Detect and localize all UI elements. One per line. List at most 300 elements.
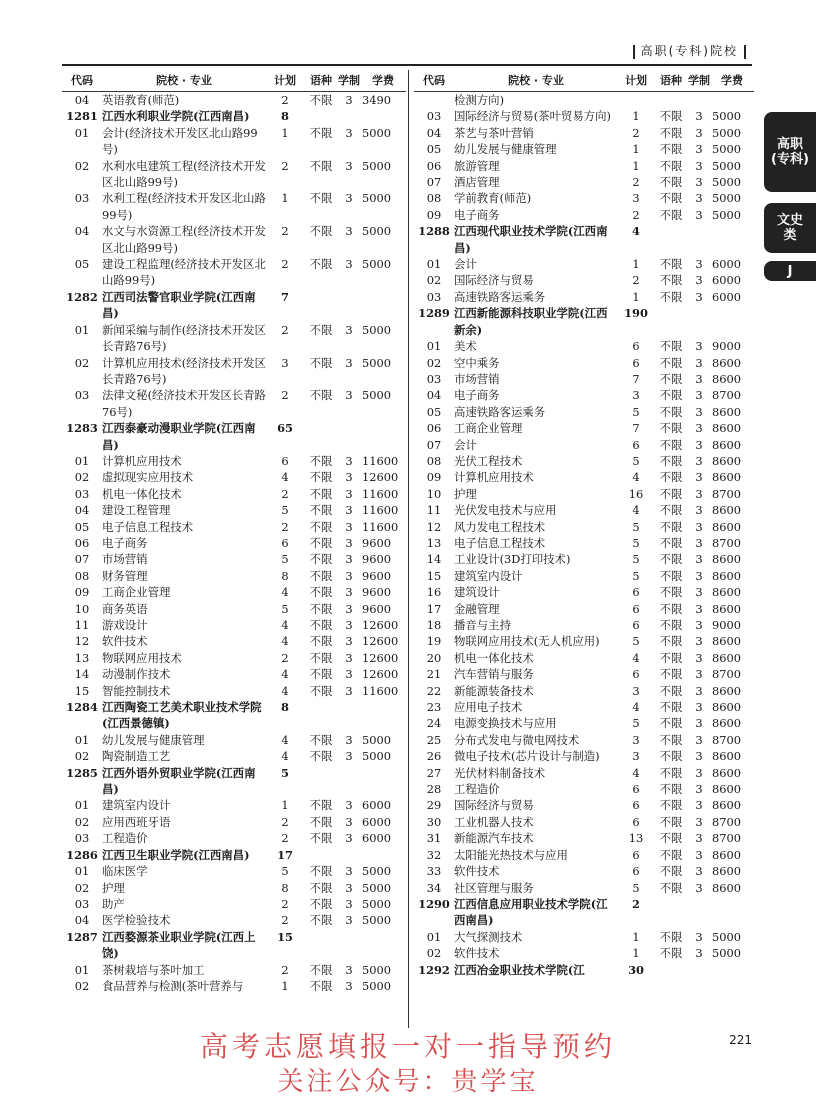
row-lang: 不限: [659, 421, 683, 436]
row-plan: 6: [632, 601, 640, 616]
school-name: 江西陶瓷工艺美术职业技术学院(江西景德镇): [102, 700, 262, 731]
major-row: [414, 535, 754, 551]
row-code: 08: [74, 568, 90, 583]
row-plan: 190: [624, 306, 648, 321]
row-plan: 1: [281, 125, 289, 140]
row-plan: 5: [632, 519, 640, 534]
row-lang: 不限: [659, 716, 683, 731]
row-code: 10: [74, 601, 90, 616]
row-plan: 2: [281, 896, 289, 911]
school-row: [414, 896, 754, 929]
row-fee: 9600: [362, 585, 391, 600]
row-fee: 5000: [712, 109, 741, 124]
row-fee: 12600: [362, 667, 399, 682]
row-lang: 不限: [659, 568, 683, 583]
row-plan: 3: [632, 749, 640, 764]
row-lang: 不限: [659, 470, 683, 485]
row-fee: [360, 289, 406, 322]
major-row: [414, 420, 754, 436]
row-years: 3: [345, 552, 353, 567]
row-plan: 2: [281, 814, 289, 829]
major-row: [414, 371, 754, 387]
row-plan: 6: [632, 782, 640, 797]
major-row: [62, 584, 406, 600]
row-code: 04: [426, 125, 442, 140]
row-fee: 8600: [712, 798, 741, 813]
major-row: [414, 601, 754, 617]
col-lang-header: 语种: [304, 70, 338, 92]
row-years: 3: [345, 470, 353, 485]
major-row: [62, 568, 406, 584]
major-row: [414, 92, 754, 109]
major-name: 茶树栽培与茶叶加工: [102, 962, 205, 977]
row-years: 3: [345, 519, 353, 534]
row-lang: 不限: [309, 650, 333, 665]
row-fee: 8600: [712, 519, 741, 534]
major-row: [414, 387, 754, 403]
major-row: [414, 256, 754, 272]
row-fee: 6000: [362, 798, 391, 813]
row-fee: 8600: [712, 421, 741, 436]
row-plan: 6: [281, 535, 289, 550]
row-fee: 5000: [362, 257, 391, 272]
row-fee: 8700: [712, 486, 741, 501]
row-lang: 不限: [309, 683, 333, 698]
row-lang: 不限: [309, 470, 333, 485]
row-fee: 5000: [712, 175, 741, 190]
row-code: 13: [74, 650, 90, 665]
row-fee: 8700: [712, 732, 741, 747]
row-lang: 不限: [659, 535, 683, 550]
row-plan: 6: [632, 798, 640, 813]
major-row: [62, 797, 406, 813]
major-name: 助产: [102, 896, 125, 911]
row-code: 02: [74, 749, 90, 764]
major-name: 高速铁路客运乘务: [454, 404, 546, 419]
row-years: 3: [345, 453, 353, 468]
row-fee: 5000: [362, 125, 391, 140]
major-row: [414, 699, 754, 715]
row-lang: 不限: [309, 125, 333, 140]
row-years: 3: [345, 388, 353, 403]
row-years: 3: [695, 716, 703, 731]
row-fee: 6000: [712, 257, 741, 272]
row-years: [338, 289, 360, 322]
row-lang: 不限: [309, 519, 333, 534]
row-lang: 不限: [659, 880, 683, 895]
row-fee: [710, 223, 754, 256]
row-fee: 8600: [712, 470, 741, 485]
row-fee: 8600: [712, 371, 741, 386]
row-fee: 5000: [362, 749, 391, 764]
major-name: 金融管理: [454, 601, 500, 616]
major-row: [62, 551, 406, 567]
row-fee: [710, 92, 754, 109]
row-lang: 不限: [659, 765, 683, 780]
major-row: [62, 683, 406, 699]
row-fee: 8600: [712, 568, 741, 583]
row-plan: 4: [281, 585, 289, 600]
major-name: 应用电子技术: [454, 700, 523, 715]
major-row: [62, 355, 406, 388]
row-years: 3: [695, 700, 703, 715]
row-fee: 6000: [712, 273, 741, 288]
row-plan: 2: [281, 224, 289, 239]
major-name: 美术: [454, 339, 477, 354]
row-lang: 不限: [659, 453, 683, 468]
left-table-header: [62, 70, 406, 92]
row-plan: 5: [632, 404, 640, 419]
row-code: 08: [426, 191, 442, 206]
col-code-header: 代码: [62, 70, 102, 92]
row-code: 14: [426, 552, 442, 567]
major-name: 市场营销: [102, 552, 148, 567]
major-name: 食品营养与检测(茶叶营养与: [102, 978, 244, 993]
row-code: 09: [426, 207, 442, 222]
major-name: 智能控制技术: [102, 683, 171, 698]
row-code: 17: [426, 601, 442, 616]
major-row: [62, 814, 406, 830]
row-years: [338, 929, 360, 962]
major-row: [414, 617, 754, 633]
row-code: 04: [74, 503, 90, 518]
row-years: 3: [695, 618, 703, 632]
row-lang: 不限: [659, 355, 683, 370]
row-code: 02: [426, 273, 442, 288]
major-name: 微电子技术(芯片设计与制造): [454, 749, 600, 764]
row-fee: 12600: [362, 618, 399, 632]
row-lang: 不限: [309, 864, 333, 879]
row-years: 3: [695, 749, 703, 764]
row-years: 3: [345, 732, 353, 747]
row-lang: 不限: [309, 191, 333, 206]
row-fee: 8600: [712, 634, 741, 649]
row-fee: [360, 929, 406, 962]
row-lang: 不限: [659, 585, 683, 600]
major-name: 幼儿发展与健康管理: [454, 142, 557, 157]
row-fee: [360, 847, 406, 863]
row-plan: 2: [281, 913, 289, 928]
major-row: [62, 387, 406, 420]
row-years: 3: [345, 503, 353, 518]
row-fee: 8600: [712, 700, 741, 715]
school-row: [62, 108, 406, 124]
row-code: 16: [426, 585, 442, 600]
major-row: [62, 617, 406, 633]
major-name: 光伏材料制备技术: [454, 765, 546, 780]
major-row: [62, 666, 406, 682]
row-plan: 1: [281, 798, 289, 813]
major-row: [62, 190, 406, 223]
major-name: 软件技术: [102, 634, 148, 649]
row-lang: [654, 896, 688, 929]
major-row: [414, 847, 754, 863]
row-lang: 不限: [659, 864, 683, 879]
row-code: 05: [74, 519, 90, 534]
row-plan: 2: [281, 322, 289, 337]
major-row: [62, 896, 406, 912]
major-row: [414, 814, 754, 830]
row-code: 14: [74, 667, 90, 682]
row-lang: 不限: [309, 749, 333, 764]
major-row: [414, 141, 754, 157]
major-name: 检测方向): [454, 93, 505, 107]
row-plan: 2: [281, 486, 289, 501]
major-row: [62, 650, 406, 666]
major-row: [62, 519, 406, 535]
major-row: [414, 469, 754, 485]
row-years: 3: [695, 191, 703, 206]
row-plan: 2: [281, 962, 289, 977]
major-name: 财务管理: [102, 568, 148, 583]
row-years: 3: [695, 109, 703, 124]
row-code: 29: [426, 798, 442, 813]
row-lang: 不限: [659, 404, 683, 419]
major-row: [414, 568, 754, 584]
left-column: [62, 70, 406, 994]
row-code: 03: [426, 109, 442, 124]
row-years: 3: [695, 421, 703, 436]
row-code: 05: [426, 404, 442, 419]
row-code: 01: [74, 864, 90, 879]
major-name: 护理: [102, 880, 125, 895]
row-lang: 不限: [659, 125, 683, 140]
row-lang: 不限: [659, 634, 683, 649]
row-plan: 5: [632, 880, 640, 895]
major-name: 新能源汽车技术: [454, 831, 534, 846]
row-code: 25: [426, 732, 442, 747]
right-table: [414, 70, 754, 978]
major-name: 会计: [454, 257, 477, 272]
row-years: 3: [345, 257, 353, 272]
major-row: [414, 272, 754, 288]
row-lang: 不限: [309, 503, 333, 518]
row-years: 3: [345, 864, 353, 879]
row-lang: 不限: [309, 880, 333, 895]
major-row: [414, 338, 754, 354]
row-lang: 不限: [659, 339, 683, 354]
major-name: 建设工程监理(经济技术开发区北山路99号): [102, 257, 266, 288]
row-plan: 5: [632, 453, 640, 468]
major-name: 电子商务: [102, 535, 148, 550]
major-row: [62, 830, 406, 846]
row-code: 02: [74, 814, 90, 829]
major-row: [414, 453, 754, 469]
row-lang: 不限: [309, 93, 333, 107]
row-plan: 8: [281, 880, 289, 895]
row-years: 3: [695, 782, 703, 797]
major-name: 国际经济与贸易: [454, 273, 534, 288]
row-fee: 5000: [712, 142, 741, 157]
row-plan: 2: [632, 896, 640, 911]
row-lang: 不限: [309, 962, 333, 977]
major-name: 国际经济与贸易(茶叶贸易方向): [454, 109, 611, 124]
row-fee: [360, 699, 406, 732]
row-fee: 8600: [712, 453, 741, 468]
row-years: 3: [695, 683, 703, 698]
row-years: 3: [695, 634, 703, 649]
row-fee: 8700: [712, 814, 741, 829]
row-fee: 6000: [362, 814, 391, 829]
row-lang: 不限: [659, 847, 683, 862]
row-plan: 13: [628, 831, 644, 846]
row-lang: 不限: [659, 158, 683, 173]
row-fee: 5000: [362, 732, 391, 747]
row-fee: 5000: [712, 125, 741, 140]
major-row: [62, 978, 406, 994]
row-fee: 8700: [712, 535, 741, 550]
major-name: 商务英语: [102, 601, 148, 616]
row-fee: 6000: [712, 289, 741, 304]
row-plan: 5: [632, 535, 640, 550]
row-lang: 不限: [309, 224, 333, 239]
major-name: 幼儿发展与健康管理: [102, 732, 205, 747]
col-lang-header: 语种: [654, 70, 688, 92]
row-plan: 5: [281, 601, 289, 616]
row-years: 3: [695, 470, 703, 485]
row-years: 3: [345, 749, 353, 764]
row-code: 03: [74, 191, 90, 206]
row-code: 27: [426, 765, 442, 780]
row-fee: 8600: [712, 503, 741, 518]
row-fee: 8600: [712, 765, 741, 780]
school-name: 江西外语外贸职业学院(江西南昌): [102, 765, 256, 797]
major-name: 计算机应用技术: [102, 453, 182, 468]
row-plan: [618, 92, 654, 109]
row-plan: 2: [281, 388, 289, 403]
col-school-header: 院校 · 专业: [102, 70, 266, 92]
row-plan: 1: [632, 929, 640, 944]
row-plan: 4: [281, 749, 289, 764]
row-lang: [654, 223, 688, 256]
row-lang: 不限: [309, 535, 333, 550]
row-plan: 7: [281, 289, 289, 304]
row-years: [338, 699, 360, 732]
row-code: 03: [426, 371, 442, 386]
row-code: 06: [426, 158, 442, 173]
major-name: 汽车营销与服务: [454, 667, 534, 682]
school-name: 江西卫生职业学院(江西南昌): [102, 847, 250, 862]
row-lang: 不限: [309, 978, 333, 993]
row-plan: 5: [632, 568, 640, 583]
row-plan: 5: [281, 552, 289, 567]
school-row: [62, 289, 406, 322]
school-row: [62, 699, 406, 732]
row-plan: 6: [632, 667, 640, 682]
row-years: 3: [345, 683, 353, 698]
major-name: 虚拟现实应用技术: [102, 470, 194, 485]
row-plan: 6: [632, 618, 640, 632]
row-years: 3: [345, 978, 353, 993]
row-years: 3: [695, 831, 703, 846]
col-plan-header: 计划: [618, 70, 654, 92]
row-lang: [304, 929, 338, 962]
row-fee: 9600: [362, 568, 391, 583]
major-row: [414, 715, 754, 731]
row-plan: 1: [281, 191, 289, 206]
header-bar-left: [633, 45, 635, 59]
row-fee: 5000: [362, 913, 391, 928]
row-lang: [304, 289, 338, 322]
row-lang: 不限: [659, 749, 683, 764]
row-code: 06: [74, 535, 90, 550]
row-fee: 8700: [712, 831, 741, 846]
major-name: 社区管理与服务: [454, 880, 534, 895]
row-plan: 3: [632, 732, 640, 747]
major-row: [414, 207, 754, 223]
row-plan: 3: [632, 191, 640, 206]
major-row: [62, 502, 406, 518]
row-years: 3: [695, 864, 703, 879]
row-years: 3: [345, 158, 353, 173]
row-lang: 不限: [309, 913, 333, 928]
row-lang: 不限: [659, 831, 683, 846]
row-code: 05: [74, 257, 90, 272]
row-code: 02: [426, 946, 442, 961]
major-name: 法律文秘(经济技术开发区长青路76号): [102, 388, 266, 419]
row-fee: [360, 108, 406, 124]
row-years: 3: [695, 847, 703, 862]
row-fee: 8600: [712, 552, 741, 567]
row-fee: 11600: [362, 503, 399, 518]
major-row: [414, 797, 754, 813]
row-fee: 8600: [712, 683, 741, 698]
row-code: 02: [74, 355, 90, 370]
major-name: 空中乘务: [454, 355, 500, 370]
major-name: 机电一体化技术: [454, 650, 534, 665]
row-years: 3: [695, 535, 703, 550]
major-name: 机电一体化技术: [102, 486, 182, 501]
major-name: 分布式发电与微电网技术: [454, 732, 580, 747]
major-name: 建筑室内设计: [102, 798, 171, 813]
row-code: 31: [426, 831, 442, 846]
row-fee: 8600: [712, 864, 741, 879]
row-lang: 不限: [309, 798, 333, 813]
row-plan: 2: [281, 158, 289, 173]
row-years: 3: [695, 585, 703, 600]
row-code: 06: [426, 421, 442, 436]
major-name: 电子信息工程技术: [102, 519, 194, 534]
row-plan: 2: [281, 650, 289, 665]
major-row: [62, 486, 406, 502]
row-lang: 不限: [309, 355, 333, 370]
row-lang: 不限: [309, 322, 333, 337]
row-lang: 不限: [659, 289, 683, 304]
row-years: [688, 92, 710, 109]
row-plan: 2: [632, 273, 640, 288]
major-row: [414, 125, 754, 141]
major-row: [414, 158, 754, 174]
row-fee: 9600: [362, 552, 391, 567]
col-fee-header: 学费: [360, 70, 406, 92]
major-name: 英语教育(师范): [102, 93, 180, 107]
row-plan: 1: [632, 257, 640, 272]
major-row: [414, 190, 754, 206]
row-fee: 12600: [362, 634, 399, 649]
major-row: [414, 355, 754, 371]
major-row: [414, 748, 754, 764]
row-plan: 3: [632, 683, 640, 698]
row-fee: 5000: [362, 355, 391, 370]
major-row: [62, 880, 406, 896]
row-lang: [304, 420, 338, 453]
major-name: 新闻采编与制作(经济技术开发区长青路76号): [102, 322, 266, 354]
row-plan: 7: [632, 371, 640, 386]
major-row: [414, 404, 754, 420]
row-years: [688, 962, 710, 978]
row-plan: 6: [632, 585, 640, 600]
major-row: [62, 535, 406, 551]
